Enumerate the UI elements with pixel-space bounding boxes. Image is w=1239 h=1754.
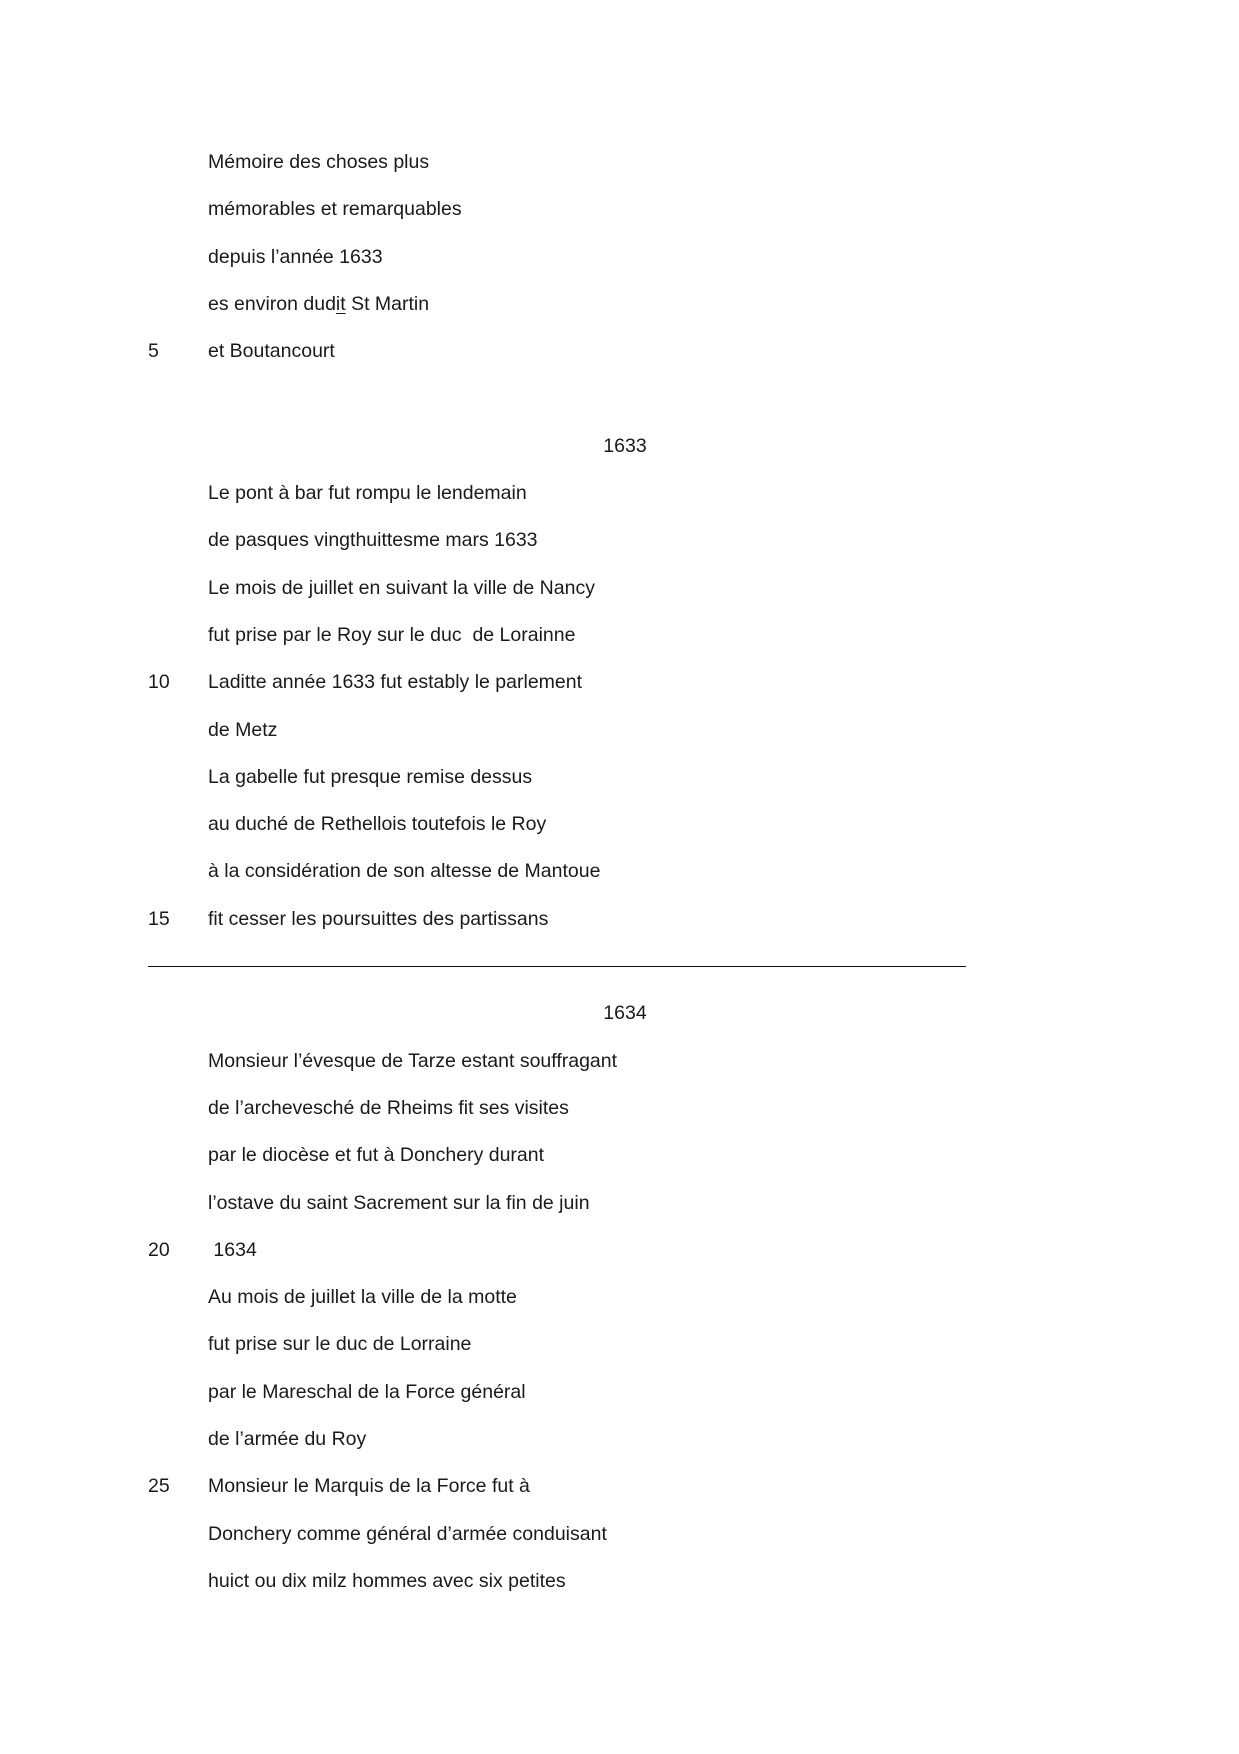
text-line bbox=[0, 328, 1239, 375]
text-line bbox=[0, 1463, 1239, 1510]
line-text: Le pont à bar fut rompu le lendemain bbox=[208, 482, 527, 505]
text-line bbox=[0, 1274, 1239, 1321]
line-text: de pasques vingthuittesme mars 1633 bbox=[208, 529, 538, 552]
text-line bbox=[0, 1085, 1239, 1132]
year-heading: 1633 bbox=[603, 434, 647, 457]
text-line bbox=[0, 517, 1239, 564]
line-text: huict ou dix milz hommes avec six petites bbox=[208, 1569, 566, 1592]
line-text: par le Mareschal de la Force général bbox=[208, 1380, 526, 1403]
text-line bbox=[0, 1227, 1239, 1274]
line-text: depuis l’année 1633 bbox=[208, 245, 383, 268]
line-text: Le mois de juillet en suivant la ville de Nancy bbox=[208, 576, 595, 599]
line-text: Monsieur le Marquis de la Force fut à bbox=[208, 1475, 530, 1498]
line-text: l’ostave du saint Sacrement sur la fin de juin bbox=[208, 1191, 590, 1214]
line-text: Laditte année 1633 fut estably le parlement bbox=[208, 671, 583, 694]
line-text: Au mois de juillet la ville de la motte bbox=[208, 1286, 517, 1309]
line-text: fut prise sur le duc de Lorraine bbox=[208, 1333, 472, 1356]
line-text bbox=[208, 281, 429, 328]
text-line bbox=[0, 1369, 1239, 1416]
text-line bbox=[0, 470, 1239, 517]
line-number: 20 bbox=[148, 1238, 170, 1261]
line-number: 25 bbox=[148, 1475, 170, 1498]
line-number: 5 bbox=[148, 340, 159, 363]
line-text: de Metz bbox=[208, 718, 278, 741]
text-line bbox=[0, 896, 1239, 943]
text-line bbox=[0, 139, 1239, 186]
year-heading-row bbox=[0, 990, 1239, 1037]
text-line bbox=[0, 801, 1239, 848]
text-line bbox=[0, 1180, 1239, 1227]
text-line bbox=[0, 707, 1239, 754]
text-line bbox=[0, 1416, 1239, 1463]
line-text: La gabelle fut presque remise dessus bbox=[208, 765, 533, 788]
text-line bbox=[0, 281, 1239, 328]
text-line bbox=[0, 1558, 1239, 1605]
blank-line bbox=[0, 375, 1239, 422]
text-line bbox=[0, 659, 1239, 706]
line-text: par le diocèse et fut à Donchery durant bbox=[208, 1144, 545, 1167]
text-line bbox=[0, 234, 1239, 281]
text-line bbox=[0, 1132, 1239, 1179]
document-page bbox=[0, 139, 1239, 1605]
line-text: à la considération de son altesse de Mantoue bbox=[208, 860, 601, 883]
line-text: de l’armée du Roy bbox=[208, 1428, 367, 1451]
line-text: fut prise par le Roy sur le duc de Lorainne bbox=[208, 623, 576, 646]
text-segment: St Martin bbox=[345, 292, 430, 315]
text-line bbox=[0, 848, 1239, 895]
text-line bbox=[0, 612, 1239, 659]
line-text: Mémoire des choses plus bbox=[208, 151, 430, 173]
line-text: 1634 bbox=[208, 1238, 257, 1261]
text-line bbox=[0, 1511, 1239, 1558]
text-segment: es environ dud bbox=[208, 292, 336, 315]
line-number: 15 bbox=[148, 907, 170, 930]
underlined-abbreviation: it bbox=[335, 292, 346, 315]
line-text: Monsieur l’évesque de Tarze estant souffragant bbox=[208, 1049, 618, 1072]
line-text: de l’archevesché de Rheims fit ses visites bbox=[208, 1096, 569, 1119]
text-line bbox=[0, 565, 1239, 612]
text-line bbox=[0, 754, 1239, 801]
year-heading-row bbox=[0, 423, 1239, 470]
line-text: au duché de Rethellois toutefois le Roy bbox=[208, 813, 547, 836]
line-text: fit cesser les poursuittes des partissans bbox=[208, 907, 549, 930]
horizontal-rule bbox=[148, 966, 966, 967]
section-divider bbox=[0, 943, 1239, 990]
text-line bbox=[0, 1038, 1239, 1085]
line-number: 10 bbox=[148, 671, 170, 694]
line-text: mémorables et remarquables bbox=[208, 198, 462, 221]
text-line bbox=[0, 1321, 1239, 1368]
year-heading: 1634 bbox=[603, 1002, 647, 1025]
line-text: et Boutancourt bbox=[208, 340, 335, 363]
line-text: Donchery comme général d’armée conduisant bbox=[208, 1522, 607, 1545]
text-line bbox=[0, 186, 1239, 233]
